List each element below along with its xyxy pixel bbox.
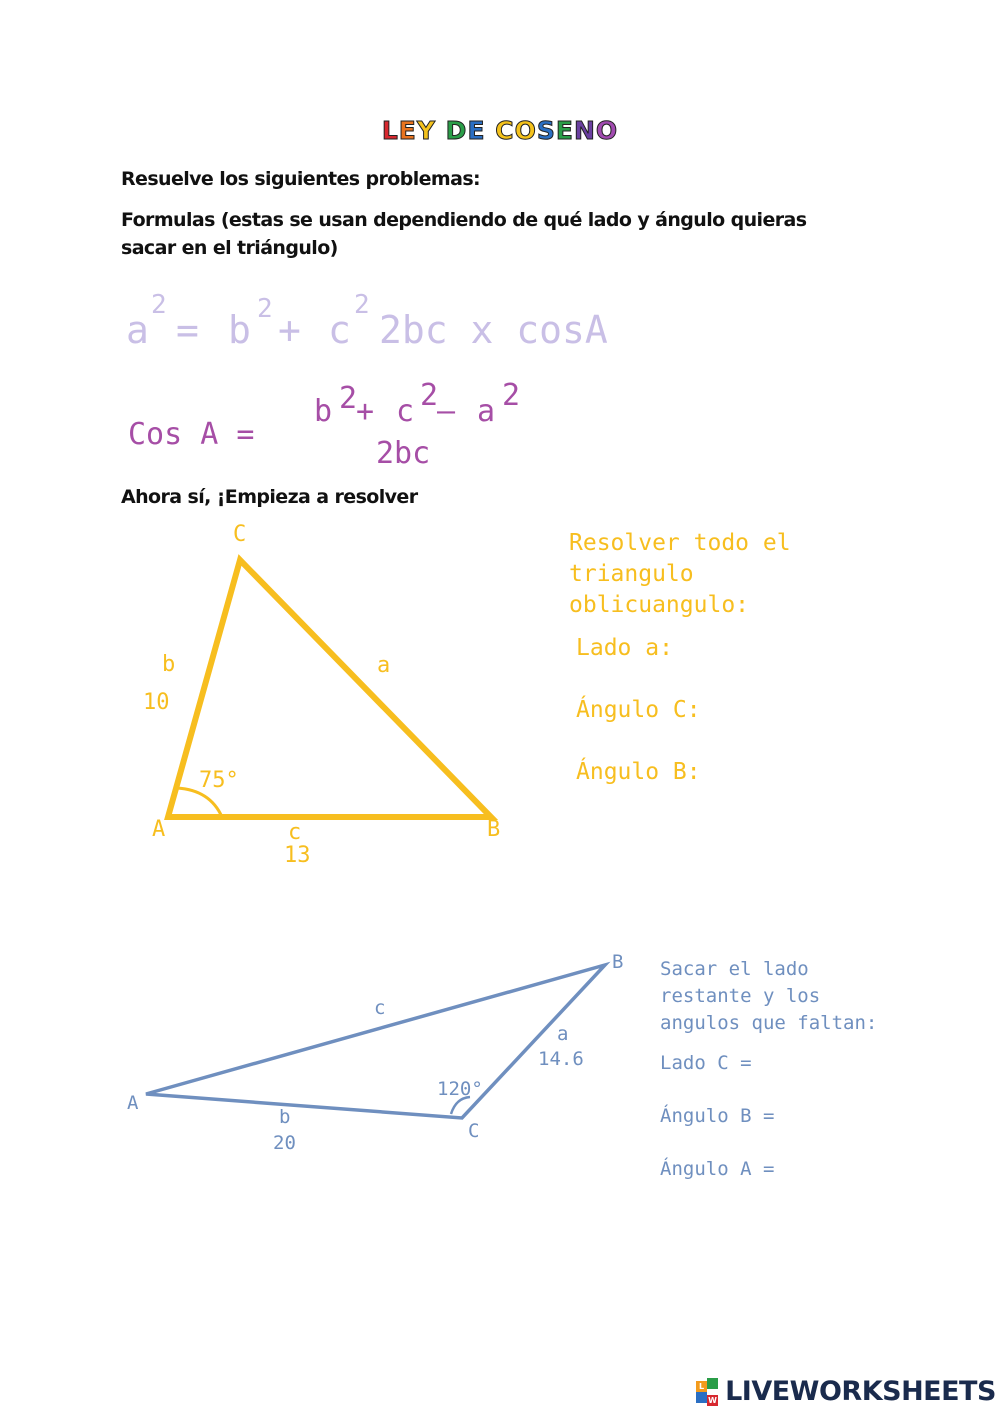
instruction-formulas-line2: sacar en el triángulo) <box>121 237 338 259</box>
triangle-2-task-line3: angulos que faltan: <box>660 1012 878 1034</box>
triangle-1-question-angle-c: Ángulo C: <box>576 697 701 723</box>
triangle-1-side-c-value: 13 <box>284 843 311 868</box>
triangle-1-task-line2: triangulo <box>569 561 694 587</box>
title-letter: E <box>467 116 486 145</box>
triangle-2-question-side-c: Lado C = <box>660 1052 752 1074</box>
triangle-2-angle-c-value: 120° <box>437 1078 483 1100</box>
title-letter: E <box>555 116 574 145</box>
triangle-1-vertex-a: A <box>152 817 166 842</box>
title-letter: L <box>381 116 399 145</box>
triangle-2-side-b-label: b <box>279 1106 291 1128</box>
instruction-start: Ahora sí, ¡Empieza a resolver <box>121 486 418 508</box>
triangle-1-side-b-label: b <box>162 652 176 677</box>
triangle-2-side-a-label: a <box>557 1023 569 1045</box>
triangle-2-vertex-a: A <box>127 1092 139 1114</box>
triangle-2-side-b-value: 20 <box>273 1132 296 1154</box>
triangle-1-angle-a-value: 75° <box>199 768 239 793</box>
title-letter: D <box>445 116 468 145</box>
triangle-1-task <box>569 528 791 621</box>
triangle-1-vertex-b: B <box>487 817 501 842</box>
liveworksheets-logo <box>696 1376 996 1412</box>
title-letter: N <box>573 116 596 145</box>
triangle-2-vertex-b: B <box>612 951 624 973</box>
triangle-1-task-line3: oblicuangulo: <box>569 592 750 618</box>
title-letter: Y <box>416 116 436 145</box>
triangle-1-vertex-c: C <box>233 522 247 547</box>
instruction-formulas-line1: Formulas (estas se usan dependiendo de qué lado y ángulo quieras <box>121 209 807 231</box>
triangle-1-side-a-label: a <box>377 653 391 678</box>
triangle-1-task-line1: Resolver todo el <box>569 530 791 556</box>
triangle-2-vertex-c: C <box>468 1120 480 1142</box>
title-letter: C <box>495 116 515 145</box>
instruction-solve: Resuelve los siguientes problemas: <box>121 168 481 190</box>
logo-tiles-icon: L W <box>696 1378 720 1406</box>
logo-text: LIVEWORKSHEETS <box>725 1376 996 1407</box>
title-letter: E <box>398 116 417 145</box>
triangle-2-task-line2: restante y los <box>660 985 821 1007</box>
title-letter: S <box>536 116 556 145</box>
triangle-1-side-c-label: c <box>288 820 302 845</box>
triangle-2-task <box>660 956 877 1037</box>
triangle-1-side-b-value: 10 <box>143 690 170 715</box>
triangle-2-side-a-value: 14.6 <box>538 1048 584 1070</box>
triangle-2-side-c-label: c <box>374 997 386 1019</box>
triangle-2-task-line1: Sacar el lado <box>660 958 809 980</box>
triangle-1-question-angle-b: Ángulo B: <box>576 759 701 785</box>
triangle-2-question-angle-b: Ángulo B = <box>660 1105 775 1127</box>
triangle-1-question-side-a: Lado a: <box>576 635 673 661</box>
title-letter: O <box>514 116 537 145</box>
title-letter: O <box>595 116 619 145</box>
triangle-2-shape <box>146 965 605 1118</box>
formula-cos-a-label: Cos A = <box>128 417 255 452</box>
triangle-2-question-angle-a: Ángulo A = <box>660 1158 775 1180</box>
